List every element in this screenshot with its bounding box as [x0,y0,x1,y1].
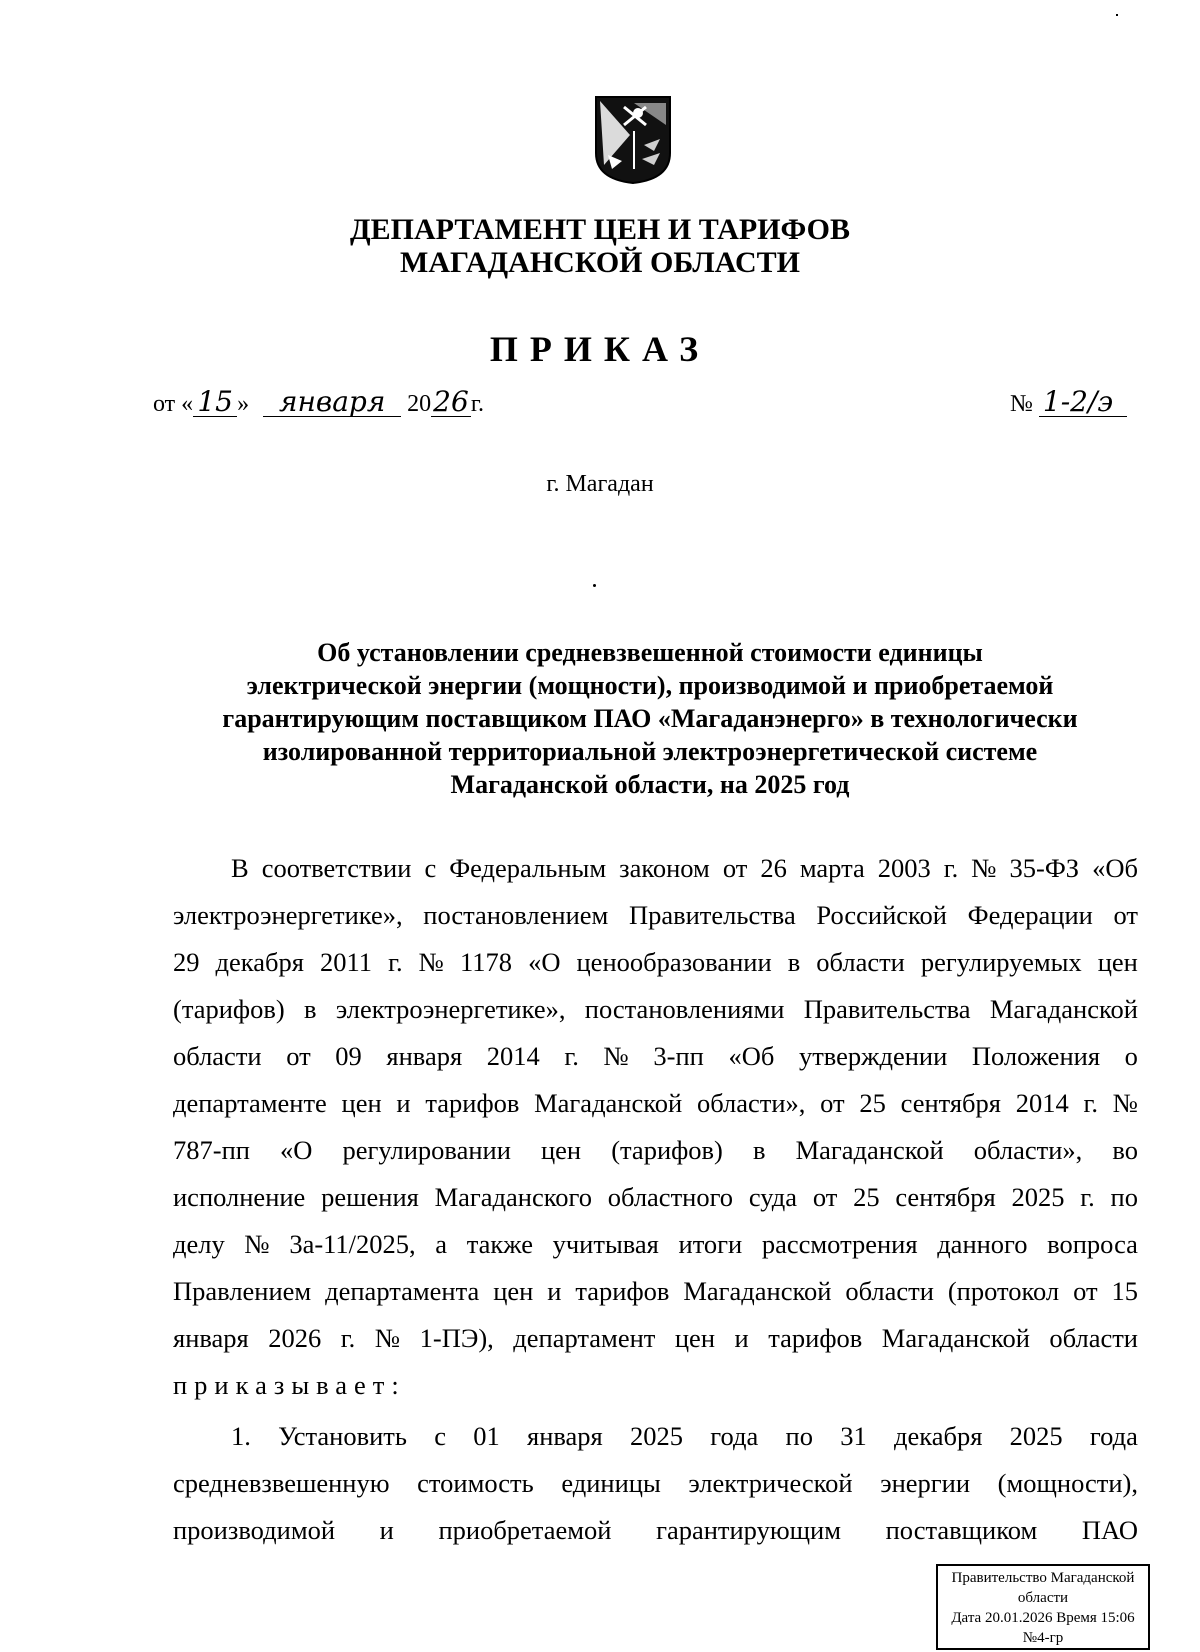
word: от [722,853,748,883]
word: учитывая [552,1229,659,1259]
paragraph-line [173,1413,1138,1460]
word: решения [321,1182,419,1212]
word: 25 [859,1088,886,1118]
word: областного [607,1182,734,1212]
word: области», [973,1135,1083,1165]
word: Федеральным [449,853,607,883]
word: 2025 [1011,1182,1065,1212]
word: № [418,947,444,977]
word: электроэнергетике», [173,900,403,930]
word: во [1112,1135,1138,1165]
word: января [386,1041,463,1071]
word: Магаданской [881,1323,1030,1353]
word: 2014 [486,1041,540,1071]
word: 25 [853,1182,880,1212]
year-prefix: 20 [407,391,432,417]
word: единицы [561,1468,661,1498]
word: итоги [678,1229,743,1259]
word: 2014 [1015,1088,1069,1118]
order-date-line [153,385,484,418]
word: с [434,1421,446,1451]
word: в [304,994,317,1024]
word: исполнение [173,1182,306,1212]
word: законом [619,853,710,883]
word: Правлением [173,1276,312,1306]
word: производимой [173,1515,336,1545]
word: (тарифов) [173,994,285,1024]
paragraph-line [173,1033,1138,1080]
word: марта [799,853,865,883]
word: области [816,947,905,977]
word: департамент [513,1323,656,1353]
word: г. [388,947,403,977]
word: данного [937,1229,1028,1259]
word: Магаданского [434,1182,592,1212]
paragraph-line [173,1221,1138,1268]
word: 2011 [320,947,373,977]
paragraph-line [173,986,1138,1033]
document-type-title: ПРИКАЗ [489,329,711,369]
paragraph-line [173,1174,1138,1221]
word: 1. [231,1421,251,1451]
word: 1-ПЭ), [419,1323,494,1353]
city-name: г. Магадан [546,471,654,497]
word: а [435,1229,448,1259]
word: гарантирующим [656,1515,841,1545]
word: от [1073,1276,1098,1306]
word: г. [340,1323,356,1353]
word: области [845,1276,934,1306]
word: № [244,1229,270,1259]
word: г. [1080,1182,1095,1212]
number-prefix: № [1010,391,1033,417]
order-item-1 [173,1413,1138,1554]
paragraph-line [173,1080,1138,1127]
magadan-coat-of-arms-icon [594,95,672,185]
word: в [752,1135,766,1165]
order-number-line [1010,385,1127,418]
stamp-datetime: Дата 20.01.2026 Время 15:06 [951,1610,1135,1626]
subject-line: гарантирующим поставщиком ПАО «Магаданэнерго» в технологически [222,704,1078,733]
word: по [1110,1182,1138,1212]
scan-speck [1116,14,1118,16]
subject-line: изолированной территориальной электроэнергетической системе [262,737,1038,766]
word: Положения [971,1041,1101,1071]
word: тарифов [425,1088,520,1118]
paragraph-line [173,939,1138,986]
paragraph-line [173,1315,1138,1362]
word: Правительства [628,900,796,930]
orders-word: приказывает: [173,1370,406,1400]
word: 29 [173,947,200,977]
paragraph-line [173,845,1138,892]
word: г. [564,1041,579,1071]
word: «Об [1092,853,1138,883]
word: средневзвешенную [173,1468,390,1498]
word: регулировании [342,1135,511,1165]
word: Магаданской [683,1276,832,1306]
word: в [787,947,801,977]
word: (протокол [947,1276,1060,1306]
word: «О [280,1135,313,1165]
word: и [547,1276,562,1306]
word: постановлениями [584,994,785,1024]
word: цен [540,1135,582,1165]
subject-line: электрической энергии (мощности), производимой и приобретаемой [246,671,1054,700]
word: области [1049,1323,1138,1353]
word: № [603,1041,629,1071]
stamp-organization: Правительство Магаданской [951,1570,1135,1586]
handwritten-year-suffix: 26 [433,385,469,418]
word: цен [493,1276,534,1306]
word: 787-пп [173,1135,250,1165]
word: департаменте [173,1088,327,1118]
word: (тарифов) [611,1135,723,1165]
word: «О [528,947,561,977]
preamble-paragraph [173,845,1138,1409]
word: 2025 [1009,1421,1063,1451]
word: сентября [900,1088,1001,1118]
word: года [710,1421,759,1451]
word: электроэнергетике», [335,994,566,1024]
word: и [396,1088,411,1118]
word: 09 [335,1041,362,1071]
word: также [466,1229,533,1259]
word: от [820,1088,845,1118]
word: стоимость [417,1468,534,1498]
date-prefix: от « [153,391,194,417]
word: декабря [215,947,304,977]
paragraph-line [173,1460,1138,1507]
word: по [785,1421,813,1451]
word: соответствии [261,853,412,883]
stamp-organization-cont: области [1017,1590,1069,1606]
paragraph-line [173,1127,1138,1174]
word: Правительства [803,994,971,1024]
word: суда [748,1182,798,1212]
word: г. [943,853,959,883]
word: приобретаемой [438,1515,612,1545]
word: делу [173,1229,225,1259]
word: 31 [840,1421,867,1451]
word: электрической [688,1468,853,1498]
word: «Об [728,1041,775,1071]
word: тарифов [768,1323,863,1353]
department-name-line2: МАГАДАНСКОЙ ОБЛАСТИ [400,246,800,279]
word: года [1089,1421,1138,1451]
handwritten-order-number: 1-2/э [1039,388,1127,417]
paragraph-line [173,1362,1138,1409]
word: Магаданской [795,1135,944,1165]
word: энергии [880,1468,971,1498]
word: 3а-11/2025, [289,1229,416,1259]
word: 2026 [268,1323,322,1353]
word: Установить [278,1421,407,1451]
word: 2025 [630,1421,684,1451]
word: области [173,1041,262,1071]
word: 2003 [877,853,931,883]
word: Федерации [967,900,1093,930]
word: ПАО [1081,1515,1138,1545]
word: № [971,853,997,883]
word: 15 [1111,1276,1138,1306]
word: поставщиком [885,1515,1038,1545]
word: постановлением [423,900,609,930]
word: Магаданской [989,994,1138,1024]
word: вопроса [1047,1229,1138,1259]
registration-stamp [936,1564,1150,1650]
word: № [374,1323,401,1353]
word: г. [1083,1088,1098,1118]
word: 1178 [459,947,513,977]
word: сентября [895,1182,996,1212]
stamp-number: №4-гр [1022,1630,1064,1646]
word: области», [696,1088,806,1118]
department-name-line1: ДЕПАРТАМЕНТ ЦЕН И ТАРИФОВ [349,213,851,246]
paragraph-line [173,892,1138,939]
date-quote-close: » [237,391,250,417]
subject-line: Об установлении средневзвешенной стоимости единицы [317,638,983,667]
word: В [231,853,249,883]
word: с [424,853,437,883]
word: № [1112,1088,1138,1118]
word: ценообразовании [576,947,772,977]
order-subject [150,636,1150,801]
word: департамента [325,1276,480,1306]
word: о [1124,1041,1138,1071]
word: 35-ФЗ [1009,853,1080,883]
subject-line: Магаданской области, на 2025 год [450,770,850,799]
word: тарифов [575,1276,670,1306]
word: декабря [893,1421,983,1451]
word: (мощности), [997,1468,1138,1498]
word: рассмотрения [761,1229,918,1259]
paragraph-line [173,1268,1138,1315]
handwritten-day: 15 [193,388,237,417]
word: Российской [816,900,947,930]
word: цен [674,1323,716,1353]
scan-speck [593,584,596,587]
word: и [734,1323,749,1353]
word: цен [1097,947,1138,977]
word: Магаданской [534,1088,683,1118]
word: утверждении [798,1041,948,1071]
word: от [286,1041,311,1071]
handwritten-month: января [263,388,401,417]
paragraph-line [173,1507,1138,1554]
word: цен [341,1088,382,1118]
word: 26 [760,853,787,883]
word: января [173,1323,249,1353]
word: регулируемых [920,947,1082,977]
word: от [1113,900,1138,930]
word: 01 [473,1421,500,1451]
year-end: г. [470,391,484,417]
word: от [812,1182,838,1212]
coat-of-arms-emblem [594,95,672,185]
word: 3-пп [653,1041,704,1071]
word: января [527,1421,603,1451]
word: и [379,1515,394,1545]
